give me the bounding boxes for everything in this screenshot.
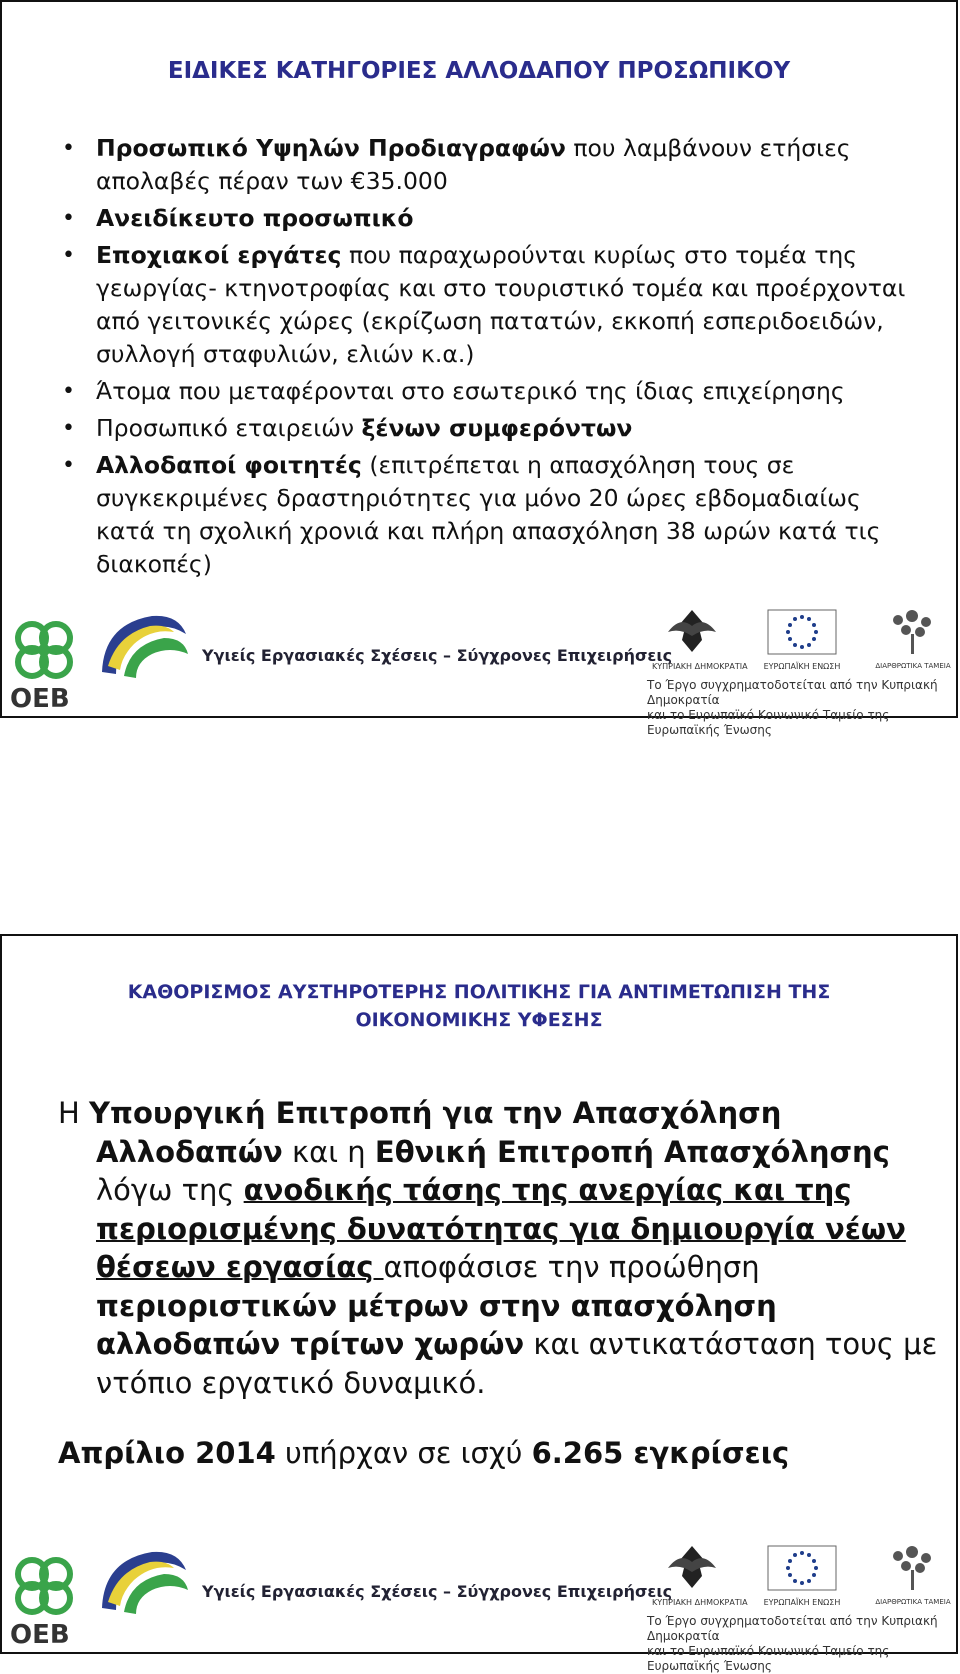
- cyprus-dove-icon: [652, 606, 732, 658]
- oeb-logo: [6, 1548, 96, 1648]
- svg-text:ΟΕΒ: ΟΕΒ: [10, 684, 70, 714]
- slide-1: [0, 0, 958, 737]
- cyprus-dove-icon: [652, 1542, 732, 1594]
- structural-funds-emblem: ΔΙΑΡΘΡΩΤΙΚΑ ΤΑΜΕΙΑ: [868, 606, 958, 670]
- slide-footer: [2, 606, 956, 737]
- slide-title: ΚΑΘΟΡΙΣΜΟΣ ΑΥΣΤΗΡΟΤΕΡΗΣ ΠΟΛΙΤΙΚΗΣ ΓΙΑ ΑΝΤΙΜΕΤΩΠΙΣΗ ΤΗΣ ΟΙΚΟΝΟΜΙΚΗΣ ΥΦΕΣΗΣ: [127, 981, 831, 1031]
- list-item: • Άτομα που μεταφέρονται στο εσωτερικό της ίδιας επιχείρησης: [62, 377, 845, 405]
- list-item: • Ανειδίκευτο προσωπικό: [62, 204, 414, 232]
- body-paragraph: Η Υπουργική Επιτροπή για την Απασχόληση Αλλοδαπών και η Εθνική Επιτροπή Απασχόλησης λόγω της ανοδικής τάσης της ανεργίας και της περιορισμένης δυνατότητας για δημιουργία νέων θέσεων εργασίας αποφάσισε την προώθηση περιοριστικών μέτρων στην απασχόληση αλλοδαπών τρίτων χωρών και αντικατάσταση τους με ντόπιο εργατικό δυναμικό.: [58, 1096, 938, 1400]
- cyprus-emblem: ΚΥΠΡΙΑΚΗ ΔΗΜΟΚΡΑΤΙΑ: [652, 1542, 732, 1607]
- list-item: • Προσωπικό Υψηλών Προδιαγραφών που λαμβάνουν ετήσιες απολαβές πέραν των €35.000: [62, 134, 851, 195]
- footer-slogan: Υγιείς Εργασιακές Σχέσεις – Σύγχρονες Επιχειρήσεις: [202, 1582, 673, 1601]
- cyprus-emblem: ΚΥΠΡΙΑΚΗ ΔΗΜΟΚΡΑΤΙΑ: [652, 606, 732, 671]
- list-item: • Προσωπικό εταιρειών ξένων συμφερόντων: [62, 414, 633, 442]
- swirl-logo: [94, 1546, 194, 1618]
- list-item: • Εποχιακοί εργάτες που παραχωρούνται κυρίως στο τομέα της γεωργίας- κτηνοτροφίας και στο τουριστικό τομέα και προέρχονται από γειτονικές χώρες (εκρίζωση πατατών, εκκοπή εσπεριδοειδών, συλλογή σταφυλιών, ελιών κ.α.): [62, 241, 906, 368]
- cofunding-note: Το Έργο συγχρηματοδοτείται από την Κυπριακή Δημοκρατία και το Ευρωπαϊκό Κοινωνικό Ταμείο της Ευρωπαϊκής Ένωσης: [647, 1614, 938, 1673]
- eu-emblem: ΕΥΡΩΠΑΪΚΗ ΕΝΩΣΗ: [762, 606, 842, 671]
- slide-footer: [2, 1542, 956, 1673]
- svg-text:ΟΕΒ: ΟΕΒ: [10, 1620, 70, 1650]
- approvals-count: Απρίλιο 2014 υπήρχαν σε ισχύ 6.265 εγκρίσεις: [58, 1436, 790, 1470]
- oeb-logo: [6, 612, 96, 712]
- list-item: • Αλλοδαποί φοιτητές (επιτρέπεται η απασχόληση τους σε συγκεκριμένες δραστηριότητες για μόνο 20 ώρες εβδομαδιαίως κατά τη σχολική χρονιά και πλήρη απασχόληση 38 ωρών κατά τις διακοπές): [62, 451, 881, 578]
- swirl-logo: [94, 610, 194, 682]
- footer-slogan: Υγιείς Εργασιακές Σχέσεις – Σύγχρονες Επιχειρήσεις: [202, 646, 673, 665]
- eu-flag-icon: [762, 606, 842, 658]
- slide-2: [0, 934, 958, 1673]
- cofunding-note: Το Έργο συγχρηματοδοτείται από την Κυπριακή Δημοκρατία και το Ευρωπαϊκό Κοινωνικό Ταμείο της Ευρωπαϊκής Ένωσης: [647, 678, 938, 737]
- structural-funds-emblem: ΔΙΑΡΘΡΩΤΙΚΑ ΤΑΜΕΙΑ: [868, 1542, 958, 1606]
- eu-emblem: ΕΥΡΩΠΑΪΚΗ ΕΝΩΣΗ: [762, 1542, 842, 1607]
- bullet-list: [62, 132, 922, 585]
- eu-flag-icon: [762, 1542, 842, 1594]
- slide-title: ΕΙΔΙΚΕΣ ΚΑΤΗΓΟΡΙΕΣ ΑΛΛΟΔΑΠΟΥ ΠΡΟΣΩΠΙΚΟΥ: [167, 58, 791, 84]
- funds-tree-icon: [868, 1542, 958, 1594]
- funds-tree-icon: [868, 606, 958, 658]
